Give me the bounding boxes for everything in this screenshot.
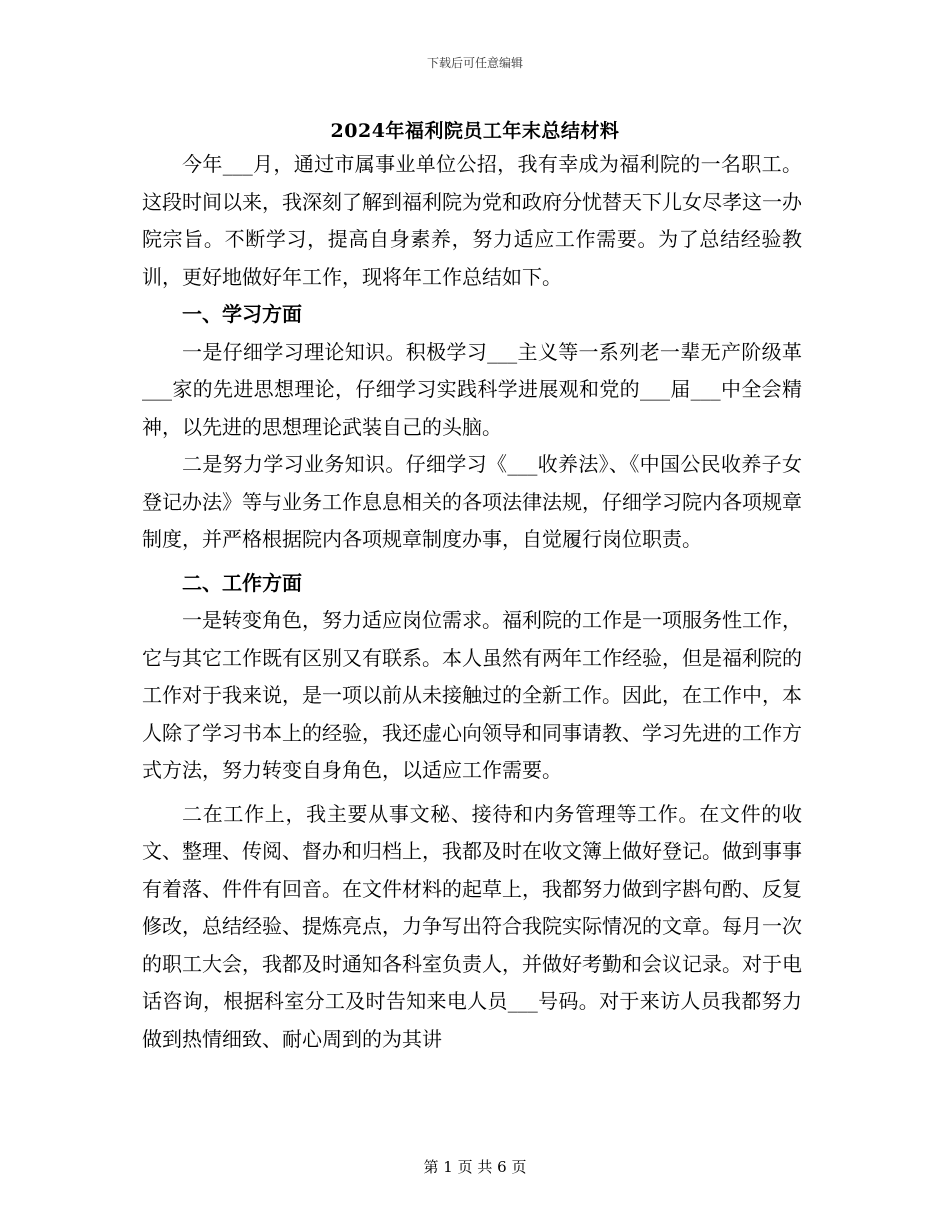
- document-title: 2024年福利院员工年末总结材料: [330, 120, 620, 142]
- paragraph-work-duties: 二在工作上，我主要从事文秘、接待和内务管理等工作。在文件的收文、整理、传阅、督办和归档上，我都及时在收文簿上做好登记。做到事事有着落、件件有回音。在文件材料的起草上，我都努力做到字斟句酌、反复修改，总结经验、提炼亮点，力争写出符合我院实际情况的文章。每月一次的职工大会，我都及时通知各科室负责人，并做好考勤和会议记录。对于电话咨询，根据科室分工及时告知来电人员___号码。对于来访人员我都努力做到热情细致、耐心周到的为其讲: [142, 801, 802, 1051]
- paragraph-work-role: 一是转变角色，努力适应岗位需求。福利院的工作是一项服务性工作，它与其它工作既有区别又有联系。本人虽然有两年工作经验，但是福利院的工作对于我来说，是一项以前从未接触过的全新工作。因此，在工作中，本人除了学习书本上的经验，我还虚心向领导和同事请教、学习先进的工作方式方法，努力转变自身角色，以适应工作需要。: [142, 608, 802, 782]
- paragraph-study-theory: 一是仔细学习理论知识。积极学习___主义等一系列老一辈无产阶级革___家的先进思想理论，仔细学习实践科学进展观和党的___届___中全会精神，以先进的思想理论武装自己的头脑。: [142, 339, 802, 439]
- page-footer: 第 1 页 共 6 页: [423, 1158, 527, 1176]
- document-body: [142, 146, 802, 1058]
- paragraph-intro: 今年___月，通过市属事业单位公招，我有幸成为福利院的一名职工。这段时间以来，我深刻了解到福利院为党和政府分忧替天下儿女尽孝这一办院宗旨。不断学习，提高自身素养，努力适应工作需要。为了总结经验教训，更好地做好年工作，现将年工作总结如下。: [142, 152, 802, 289]
- section-heading-work: 二、工作方面: [182, 570, 302, 595]
- section-heading-study: 一、学习方面: [182, 302, 302, 326]
- header-note: 下载后可任意编辑: [426, 56, 523, 70]
- paragraph-study-business: 二是努力学习业务知识。仔细学习《___收养法》、《中国公民收养子女登记办法》等与业务工作息息相关的各项法律法规，仔细学习院内各项规章制度，并严格根据院内各项规章制度办事，自觉履行岗位职责。: [142, 452, 802, 551]
